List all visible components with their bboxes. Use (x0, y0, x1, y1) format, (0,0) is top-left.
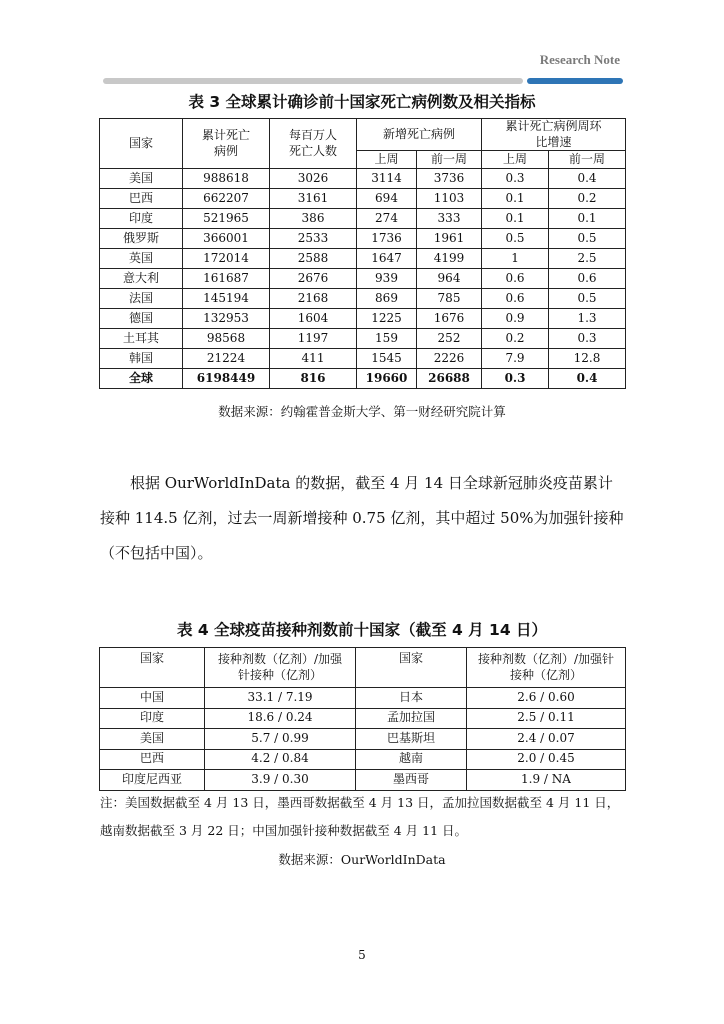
table-cell: 1961 (417, 229, 482, 249)
table-cell: 3114 (357, 169, 417, 189)
table-cell: 0.5 (549, 229, 626, 249)
table-cell: 662207 (183, 189, 270, 209)
table-cell: 1 (482, 249, 549, 269)
table-cell: 英国 (100, 249, 183, 269)
table-row (100, 249, 626, 269)
table-row (100, 349, 626, 369)
table-cell: 132953 (183, 309, 270, 329)
header-new-prev-week: 前一周 (417, 151, 482, 169)
table-cell: 274 (357, 209, 417, 229)
table3 (99, 118, 626, 389)
table-cell: 98568 (183, 329, 270, 349)
table-row (100, 729, 626, 750)
table3-source: 数据来源：约翰霍普金斯大学、第一财经研究院计算 (218, 404, 506, 419)
table-cell: 0.1 (482, 209, 549, 229)
table-cell: 939 (357, 269, 417, 289)
table-cell: 3161 (270, 189, 357, 209)
table3-caption: 表 3 全球累计确诊前十国家死亡病例数及相关指标 (188, 93, 536, 111)
table-cell: 18.6 / 0.24 (205, 708, 356, 729)
header-new-deaths: 新增死亡病例 (357, 119, 482, 151)
table-cell: 2588 (270, 249, 357, 269)
table-row (100, 189, 626, 209)
table-cell: 0.1 (549, 209, 626, 229)
table-cell: 韩国 (100, 349, 183, 369)
table-cell: 816 (270, 369, 357, 389)
table-cell: 4.2 / 0.84 (205, 749, 356, 770)
table-cell: 1676 (417, 309, 482, 329)
page-number: 5 (358, 948, 366, 962)
table-cell: 孟加拉国 (356, 708, 467, 729)
header-cum-deaths: 累计死亡病例 (183, 119, 270, 169)
table-cell: 2226 (417, 349, 482, 369)
table-cell: 12.8 (549, 349, 626, 369)
table-cell: 0.6 (549, 269, 626, 289)
table-cell: 2.4 / 0.07 (467, 729, 626, 750)
table-cell: 土耳其 (100, 329, 183, 349)
table-cell: 3026 (270, 169, 357, 189)
table-row (100, 169, 626, 189)
table-cell: 2.5 (549, 249, 626, 269)
header-wow-growth: 累计死亡病例周环比增速 (482, 119, 626, 151)
table-cell: 俄罗斯 (100, 229, 183, 249)
header-deaths-per-million: 每百万人死亡人数 (270, 119, 357, 169)
header-doses-right: 接种剂数（亿剂）/加强针接种（亿剂） (467, 648, 626, 688)
table-row (100, 688, 626, 709)
table-cell: 2168 (270, 289, 357, 309)
table-cell: 中国 (100, 688, 205, 709)
table-row (100, 329, 626, 349)
table-cell: 德国 (100, 309, 183, 329)
table-cell: 1736 (357, 229, 417, 249)
header-country-left: 国家 (100, 648, 205, 688)
header-growth-last-week: 上周 (482, 151, 549, 169)
header-rule-gray (103, 78, 523, 84)
table-cell: 2.6 / 0.60 (467, 688, 626, 709)
table-cell: 1.9 / NA (467, 770, 626, 791)
header-rule-blue (527, 78, 623, 84)
table-cell: 7.9 (482, 349, 549, 369)
table-cell: 785 (417, 289, 482, 309)
table-cell: 2.0 / 0.45 (467, 749, 626, 770)
table-cell: 159 (357, 329, 417, 349)
table-cell: 0.9 (482, 309, 549, 329)
table-cell: 美国 (100, 169, 183, 189)
table-cell: 意大利 (100, 269, 183, 289)
header-country-right: 国家 (356, 648, 467, 688)
table-cell: 0.1 (482, 189, 549, 209)
table-cell: 巴西 (100, 749, 205, 770)
table-cell: 1647 (357, 249, 417, 269)
table-cell: 333 (417, 209, 482, 229)
table-cell: 0.4 (549, 169, 626, 189)
table-cell: 694 (357, 189, 417, 209)
table-cell: 0.4 (549, 369, 626, 389)
table-cell: 386 (270, 209, 357, 229)
table-cell: 0.5 (482, 229, 549, 249)
table-row (100, 708, 626, 729)
table-cell: 0.6 (482, 289, 549, 309)
table-cell: 3736 (417, 169, 482, 189)
table-cell: 印度 (100, 209, 183, 229)
table-row (100, 289, 626, 309)
table-cell: 2.5 / 0.11 (467, 708, 626, 729)
table-cell: 墨西哥 (356, 770, 467, 791)
table-cell: 0.6 (482, 269, 549, 289)
table-cell: 161687 (183, 269, 270, 289)
table-cell: 2676 (270, 269, 357, 289)
table-cell: 366001 (183, 229, 270, 249)
header-new-last-week: 上周 (357, 151, 417, 169)
table-cell: 1197 (270, 329, 357, 349)
table-cell: 巴基斯坦 (356, 729, 467, 750)
table-cell: 0.3 (482, 369, 549, 389)
table-row (100, 209, 626, 229)
table-cell: 4199 (417, 249, 482, 269)
table-cell: 印度尼西亚 (100, 770, 205, 791)
table-row (100, 229, 626, 249)
table4-caption: 表 4 全球疫苗接种剂数前十国家（截至 4 月 14 日） (176, 621, 548, 639)
table-cell: 3.9 / 0.30 (205, 770, 356, 791)
table-cell: 印度 (100, 708, 205, 729)
table-cell: 411 (270, 349, 357, 369)
table-cell: 172014 (183, 249, 270, 269)
table-cell: 法国 (100, 289, 183, 309)
table-cell: 21224 (183, 349, 270, 369)
table-row (100, 309, 626, 329)
table-cell: 2533 (270, 229, 357, 249)
table-cell: 0.3 (482, 169, 549, 189)
header-growth-prev-week: 前一周 (549, 151, 626, 169)
table-cell: 252 (417, 329, 482, 349)
table-cell: 33.1 / 7.19 (205, 688, 356, 709)
table-row-total (100, 369, 626, 389)
table-cell: 1225 (357, 309, 417, 329)
table-cell: 日本 (356, 688, 467, 709)
table-cell: 0.5 (549, 289, 626, 309)
table-cell: 全球 (100, 369, 183, 389)
table-cell: 5.7 / 0.99 (205, 729, 356, 750)
table-cell: 521965 (183, 209, 270, 229)
table4 (99, 647, 626, 791)
table-row (100, 770, 626, 791)
table-cell: 0.2 (549, 189, 626, 209)
table-cell: 964 (417, 269, 482, 289)
table-row (100, 269, 626, 289)
table-cell: 1103 (417, 189, 482, 209)
body-paragraph: 根据 OurWorldInData 的数据，截至 4 月 14 日全球新冠肺炎疫苗累计接种 114.5 亿剂，过去一周新增接种 0.75 亿剂，其中超过 50%为加强针接种（不包括中国）。 (100, 474, 624, 562)
table-cell: 1604 (270, 309, 357, 329)
table-cell: 988618 (183, 169, 270, 189)
table-cell: 1.3 (549, 309, 626, 329)
table-cell: 145194 (183, 289, 270, 309)
table-cell: 越南 (356, 749, 467, 770)
table-cell: 巴西 (100, 189, 183, 209)
table-cell: 869 (357, 289, 417, 309)
table-cell: 19660 (357, 369, 417, 389)
header-doses-left: 接种剂数（亿剂）/加强针接种（亿剂） (205, 648, 356, 688)
table4-note: 注：美国数据截至 4 月 13 日，墨西哥数据截至 4 月 13 日，孟加拉国数据截至 4 月 11 日，越南数据截至 3 月 22 日；中国加强针接种数据截至 4 月 11 日。 (100, 795, 620, 838)
table-cell: 0.3 (549, 329, 626, 349)
table-cell: 0.2 (482, 329, 549, 349)
header-country: 国家 (100, 119, 183, 169)
header-label: Research Note (539, 52, 620, 67)
table-cell: 26688 (417, 369, 482, 389)
table-row (100, 749, 626, 770)
table-cell: 6198449 (183, 369, 270, 389)
table-cell: 1545 (357, 349, 417, 369)
table4-source: 数据来源：OurWorldInData (278, 852, 446, 867)
table-cell: 美国 (100, 729, 205, 750)
